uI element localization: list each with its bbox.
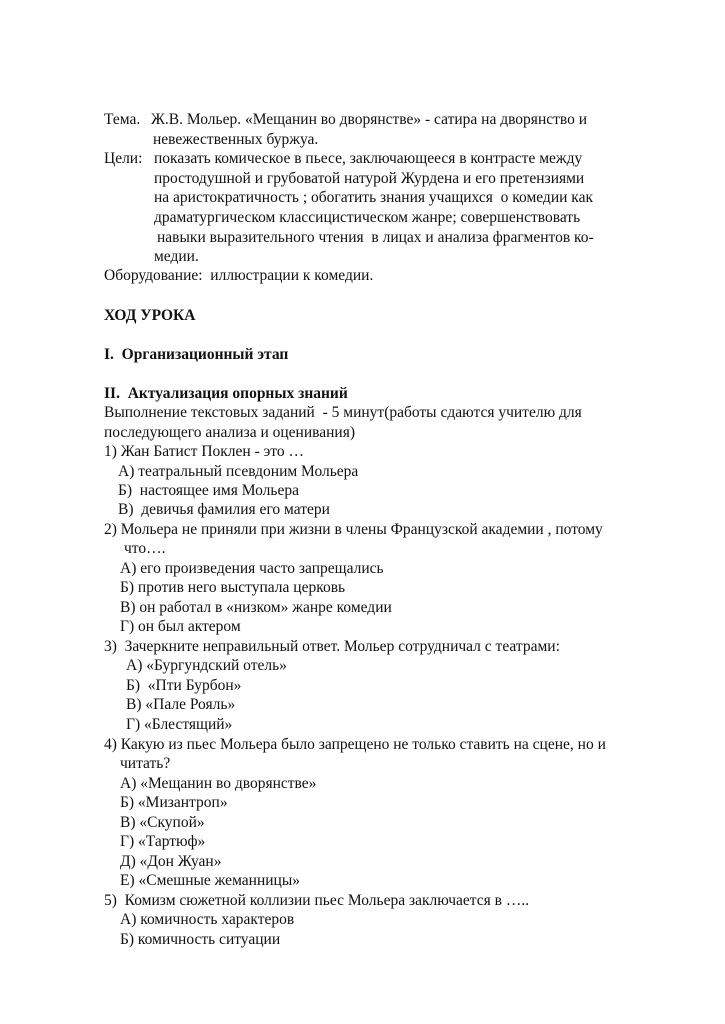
topic-label: Тема.: [104, 111, 141, 128]
question-1-option-b: Б) настоящее имя Мольера: [118, 482, 299, 499]
question-4-option-b: Б) «Мизантроп»: [120, 794, 228, 811]
goals-line-2: простодушной и грубоватой натурой Журдена и его претензиями: [154, 170, 585, 187]
question-3-text: 3) Зачеркните неправильный ответ. Мольер сотрудничал с театрами:: [104, 638, 560, 655]
question-4-option-d: Г) «Тартюф»: [120, 833, 206, 850]
equipment-line: Оборудование: иллюстрации к комедии.: [104, 267, 374, 284]
goals-line-4: драматургическом классицистическом жанре; совершенствовать: [154, 209, 581, 226]
section-2-intro-line-2: последующего анализа и оценивания): [104, 424, 356, 441]
question-1-option-a: А) театральный псевдоним Мольера: [118, 463, 359, 480]
topic-text-line-2: невежественных буржуа.: [153, 131, 319, 148]
question-3-option-d: Г) «Блестящий»: [126, 716, 233, 733]
question-2-option-b: Б) против него выступала церковь: [120, 579, 346, 596]
question-2-option-d: Г) он был актером: [120, 618, 241, 635]
lesson-heading: ХОД УРОКА: [104, 307, 196, 324]
question-2-text-line-1: 2) Мольера не приняли при жизни в члены Французской академии , потому: [104, 521, 603, 538]
question-5-option-a: А) комичность характеров: [120, 911, 295, 928]
topic-text-line-1: Ж.В. Мольер. «Мещанин во дворянстве» - сатира на дворянство и: [151, 111, 588, 128]
question-5-text: 5) Комизм сюжетной коллизии пьес Мольера заключается в …..: [104, 892, 530, 909]
question-4-text-line-1: 4) Какую из пьес Мольера было запрещено не только ставить на сцене, но и: [104, 736, 606, 753]
goals-label: Цели:: [104, 150, 143, 167]
question-4-option-a: А) «Мещанин во дворянстве»: [120, 775, 317, 792]
question-3-option-a: А) «Бургундский отель»: [126, 657, 287, 674]
question-4-option-c: В) «Скупой»: [120, 814, 205, 831]
question-2-option-a: А) его произведения часто запрещались: [120, 560, 384, 577]
goals-line-3: на аристократичность ; обогатить знания учащихся о комедии как: [154, 189, 593, 206]
section-1-heading: I. Организационный этап: [104, 346, 289, 363]
question-5-option-b: Б) комичность ситуации: [120, 931, 281, 948]
question-2-text-line-2: что….: [124, 540, 166, 557]
question-2-option-c: В) он работал в «низком» жанре комедии: [120, 599, 392, 616]
question-4-text-line-2: читать?: [120, 755, 171, 772]
section-2-heading: II. Актуализация опорных знаний: [104, 385, 348, 402]
question-3-option-b: Б) «Пти Бурбон»: [126, 677, 242, 694]
section-2-intro-line-1: Выполнение текстовых заданий - 5 минут(работы сдаются учителю для: [104, 404, 582, 421]
question-4-option-f: Е) «Смешные жеманницы»: [120, 872, 300, 889]
question-3-option-c: В) «Пале Рояль»: [126, 696, 236, 713]
question-1-option-c: В) девичья фамилия его матери: [118, 501, 330, 518]
question-4-option-e: Д) «Дон Жуан»: [120, 853, 222, 870]
question-1-text: 1) Жан Батист Поклен - это …: [104, 443, 304, 460]
goals-line-1: показать комическое в пьесе, заключающееся в контрасте между: [154, 150, 583, 167]
goals-line-5: навыки выразительного чтения в лицах и анализа фрагментов ко-: [157, 229, 594, 246]
goals-line-6: медии.: [154, 248, 199, 265]
